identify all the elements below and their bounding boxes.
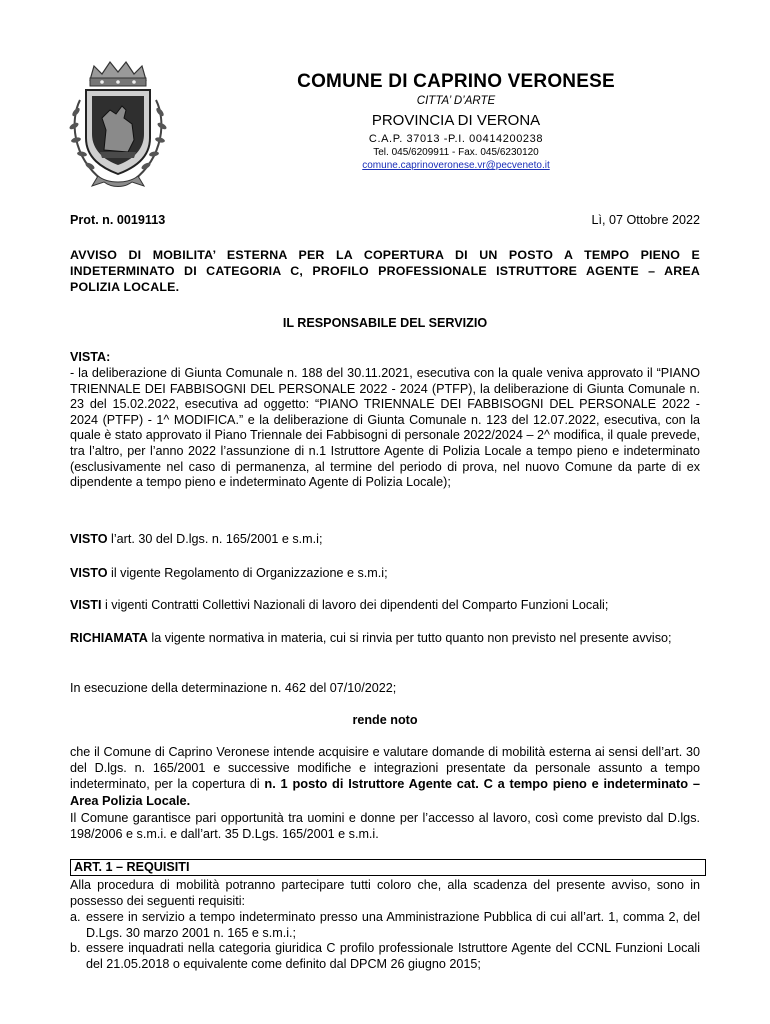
requirements-list (70, 910, 700, 972)
equal-opportunity-paragraph: Il Comune garantisce pari opportunità tra uomini e donne per l’accesso al lavoro, così come previsto dal D.lgs. 198/2006 e s.m.i. e dall’art. 35 D.Lgs. 165/2001 e s.m.i. (70, 811, 700, 841)
richiamata-label: RICHIAMATA (70, 631, 148, 645)
letterhead (250, 70, 662, 172)
tel-fax: Tel. 045/6209911 - Fax. 045/6230120 (373, 147, 539, 158)
list-item-label: b. (70, 941, 81, 956)
protocol-row (70, 213, 700, 229)
province-name: PROVINCIA DI VERONA (371, 112, 541, 129)
municipal-crest-icon (62, 60, 174, 192)
announcement-position: n. 1 posto di Istruttore Agente cat. C a tempo pieno e indeterminato – Area Polizia Locale. (70, 776, 700, 808)
visti-text: i vigenti Contratti Collettivi Nazionali di lavoro dei dipendenti del Comparto Funzioni Locali; (101, 598, 609, 612)
visti-paragraph (70, 598, 700, 614)
list-item (70, 941, 700, 972)
announcement-text: che il Comune di Caprino Veronese intende acquisire e valutare domande di mobilità esterna ai sensi dell’art. 30 del D.lgs. n. 165/2001 e successive modifiche e integrazioni presentate da personale assunto a tempo indeterminato, per la copertura di (70, 745, 700, 792)
list-item-text: essere inquadrati nella categoria giuridica C profilo professionale Istruttore Agente del CCNL Funzioni Locali del 21.05.2018 o equivalente come definito dal DPCM 26 giugno 2015; (86, 941, 700, 971)
art1-intro: Alla procedura di mobilità potranno partecipare tutti coloro che, alla scadenza del presente avviso, sono in possesso dei seguenti requisiti: (70, 878, 700, 908)
richiamata-paragraph (70, 631, 700, 647)
list-item-label: a. (70, 910, 81, 924)
visto-label: VISTO (70, 566, 108, 580)
visto-text: l’art. 30 del D.lgs. n. 165/2001 e s.m.i; (107, 532, 323, 546)
visto-regolamento-paragraph (70, 566, 700, 582)
vista-text: - la deliberazione di Giunta Comunale n. 188 del 30.11.2021, esecutiva con la quale veniva approvato il “PIANO TRIENNALE DEI FABBISOGNI DEL PERSONALE 2022 - 2024 (PTFP), la deliberazione di Giunta Comunale n. 23 del 15.02.2022, esecutiva ad oggetto: “PIANO TRIENNALE DEI FABBISOGNI DEL PERSONALE 2022 - 2024 (PTFP) - 1^ MODIFICA.” e la deliberazione di Giunta Comunale n. 123 del 12.07.2022, esecutiva, con la quale è stato approvato il Piano Triennale dei Fabbisogni di personale 2022/2024 – 2^ modifica, il quale prevede, tra l’altro, per l’anno 2022 l’assunzione di n.1 Istruttore Agente di Polizia Locale a tempo pieno e indeterminato (esclusivamente nel caso di permanenza, al termine del periodo di prova, nel nuovo Comune da parte di ex dipendente a tempo pieno e indeterminato Agente di Polizia Locale); (70, 366, 700, 490)
visto-legge-paragraph (70, 532, 700, 548)
municipality-subtitle: CITTA’ D’ARTE (416, 95, 496, 107)
visti-label: VISTI (70, 598, 102, 612)
list-item-text: essere in servizio a tempo indeterminato presso una Amministrazione Pubblica di cui all’art. 1, comma 2, del D.Lgs. 30 marzo 2001 n. 165 e s.m.i.; (86, 910, 700, 940)
art1-heading: ART. 1 – REQUISITI (70, 859, 706, 876)
rende-noto-heading: rende noto (352, 713, 418, 727)
vista-label: VISTA: (70, 350, 111, 364)
list-item (70, 910, 700, 941)
cap-piva: C.A.P. 37013 -P.I. 00414200238 (368, 133, 544, 145)
document-date: Lì, 07 Ottobre 2022 (591, 213, 700, 227)
municipality-title: COMUNE DI CAPRINO VERONESE (297, 71, 615, 92)
visto-label: VISTO (70, 532, 108, 546)
visto-text: il vigente Regolamento di Organizzazione e s.m.i; (107, 566, 388, 580)
email-link[interactable]: comune.caprinoveronese.vr@pecveneto.it (362, 160, 550, 171)
protocol-number: Prot. n. 0019113 (70, 213, 166, 227)
execution-paragraph: In esecuzione della determinazione n. 462 del 07/10/2022; (70, 681, 397, 695)
responsible-heading: IL RESPONSABILE DEL SERVIZIO (282, 316, 488, 330)
announcement-paragraph (70, 745, 700, 809)
richiamata-text: la vigente normativa in materia, cui si rinvia per tutto quanto non previsto nel presente avviso; (147, 631, 672, 645)
notice-title: AVVISO DI MOBILITA’ ESTERNA PER LA COPERTURA DI UN POSTO A TEMPO PIENO E INDETERMINATO DI CATEGORIA C, PROFILO PROFESSIONALE ISTRUTTORE AGENTE – AREA POLIZIA LOCALE. (70, 248, 700, 294)
